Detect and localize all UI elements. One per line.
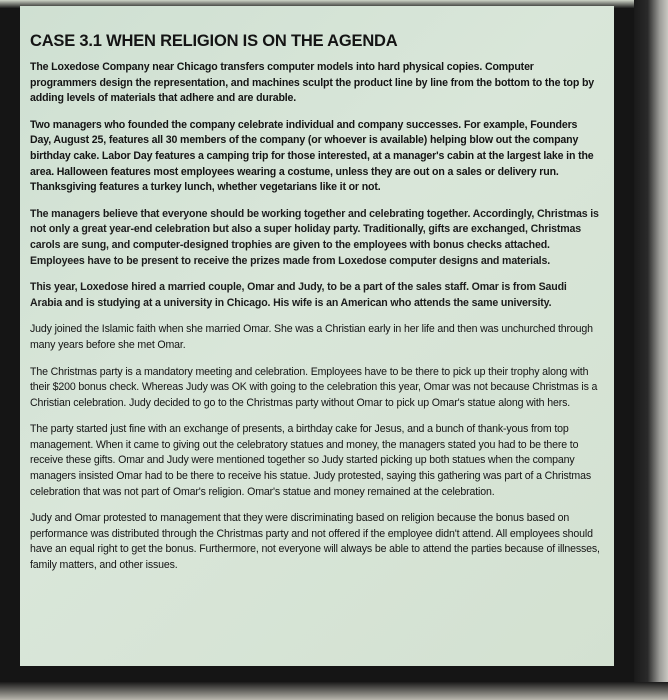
paragraph-new-hires: This year, Loxedose hired a married couple, Omar and Judy, to be a part of the sales staff. Omar is from Saudi Arabia and is studying at a university in Chicago. His wife is an American who attends the same university. <box>30 281 567 309</box>
paragraph-christmas: The managers believe that everyone should be working together and celebrating together. Accordingly, Christmas is not only a great year-end celebration but also a super holiday party. Traditionally, gifts are exchanged, Christmas carols are sung, and computer-designed trophies are given to the employees with bonus checks attached. Employees have to be present to receive the prizes made from Loxedose computer designs and materials. <box>30 207 599 267</box>
paragraph-mandatory-party: The Christmas party is a mandatory meeting and celebration. Employees have to be there to pick up their trophy along with their $200 bonus check. Whereas Judy was OK with going to the celebration this year, Omar was not because Christmas is a Christian celebration. Judy decided to go to the Christmas party without Omar to pick up Omar's statue along with hers. <box>30 365 598 409</box>
paragraph-celebrations: Two managers who founded the company celebrate individual and company successes. For example, Founders Day, August 25, features all 30 members of the company (or whoever is available) helping blow out the company birthday cake. Labor Day features a camping trip for those interested, at a manager's cabin at the largest lake in the area. Halloween features most employees wearing a costume, unless they are out on a sales or delivery run. Thanksgiving features a turkey lunch, whether vegetarians like it or not. <box>30 118 594 194</box>
photo-right-edge <box>634 0 668 700</box>
paragraph-protest: Judy and Omar protested to management that they were discriminating based on religion because the bonus based on performance was distributed through the Christmas party and not offered if the employee didn't attend. All employees should have an equal right to get the bonus. Furthermore, not everyone will always be able to attend the parties because of illnesses, family matters, and other issues. <box>30 512 600 572</box>
case-title: CASE 3.1 WHEN RELIGION IS ON THE AGENDA <box>30 32 398 50</box>
photo-bottom-edge <box>0 682 668 700</box>
printed-page <box>20 6 614 666</box>
paragraph-party-events: The party started just fine with an exchange of presents, a birthday cake for Jesus, and a bunch of thank-yous from top management. When it came to giving out the celebratory statues and money, the managers stated you had to be there to receive these gifts. Omar and Judy were mentioned together so Judy started picking up both statues when the company managers insisted Omar had to be there to receive his statue. Judy protested, saying this gathering was part of a Christmas celebration that was not part of Omar's religion. Omar's statue and money remained at the celebration. <box>30 423 591 498</box>
paragraph-intro: The Loxedose Company near Chicago transfers computer models into hard physical copies. Computer programmers design the representation, and machines sculpt the product line by line from the bottom to the top by adding levels of materials that adhere and are durable. <box>30 61 595 105</box>
paragraph-judy: Judy joined the Islamic faith when she married Omar. She was a Christian early in her life and then was unchurched through many years before she met Omar. <box>30 323 593 351</box>
